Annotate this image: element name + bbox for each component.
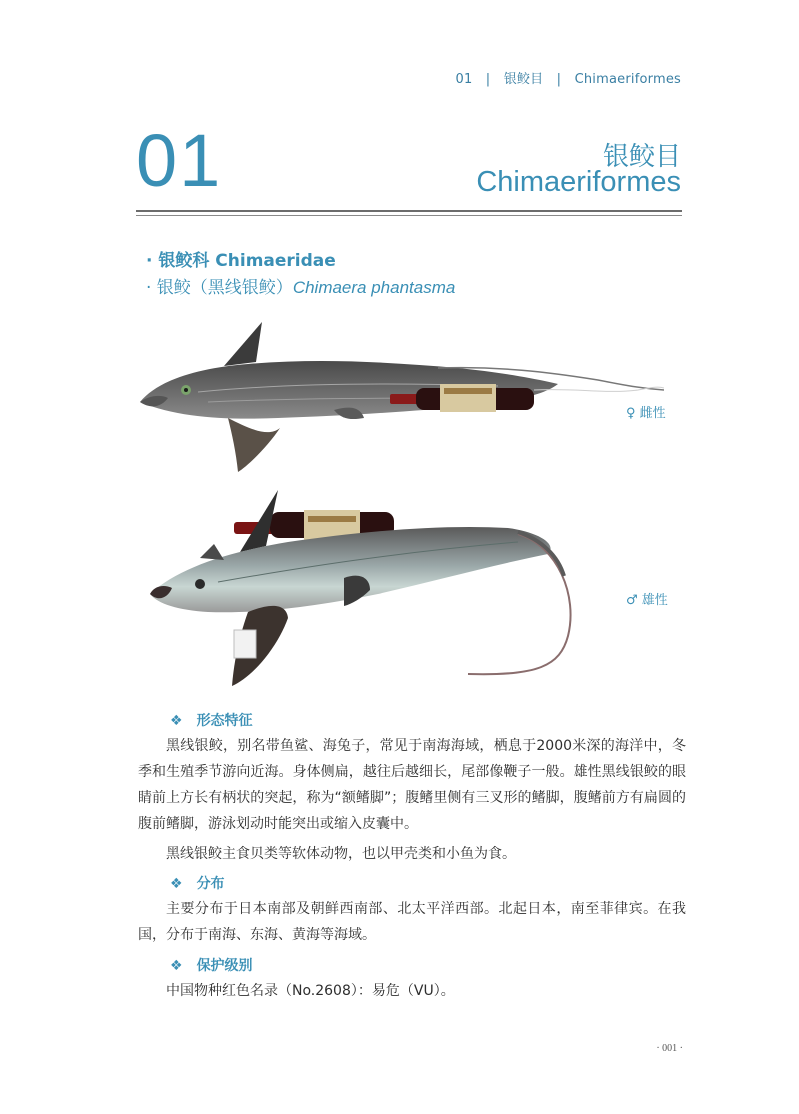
page-number: · 001 · (656, 1043, 683, 1054)
species-scientific-name: Chimaera phantasma (292, 278, 456, 297)
title-rule (136, 210, 682, 212)
female-label: ♀ 雌性 (626, 406, 666, 421)
female-chimaera-illustration (138, 306, 664, 482)
section-heading-label: 保护级别 (196, 958, 253, 974)
conservation-paragraph: 中国物种红色名录（No.2608）：易危（VU）。 (166, 983, 455, 999)
section-heading-distribution (170, 873, 225, 893)
morphology-paragraph: 黑线银鲛，别名带鱼鲨、海兔子，常见于南海海域，栖息于2000米深的海洋中，冬季和生殖季节游向近海。身体侧扁，越往后越细长，尾部像鞭子一般。雄性黑线银鲛的眼睛前上方长有柄状的突起，称为“额鳍脚”；腹鳍里侧有三叉形的鳍脚，腹鳍前方有扁圆的腹前鳍脚，游泳划动时能突出或缩入皮囊中。 (138, 738, 686, 832)
four-diamond-icon: ❖ (170, 958, 183, 974)
female-specimen-photo (138, 306, 664, 482)
running-header-separator: | (556, 72, 562, 87)
chapter-title-en: Chimaeriformes (476, 166, 681, 198)
chapter-number: 01 (136, 119, 223, 202)
species-heading (146, 273, 455, 298)
section-heading-morphology (170, 710, 253, 730)
male-specimen-photo (138, 486, 664, 692)
running-header (455, 68, 681, 87)
section-heading-label: 形态特征 (196, 713, 253, 729)
four-diamond-icon: ❖ (170, 876, 183, 892)
running-header-order-en: Chimaeriformes (574, 72, 681, 87)
title-rule-thin (136, 215, 682, 216)
diet-paragraph: 黑线银鲛主食贝类等软体动物，也以甲壳类和小鱼为食。 (166, 846, 516, 862)
male-chimaera-illustration (138, 486, 664, 692)
family-heading: · 银鲛科 Chimaeridae (146, 251, 336, 271)
species-common-name: · 银鲛（黑线银鲛） (146, 278, 293, 298)
male-label: ♂ 雄性 (626, 593, 668, 608)
section-heading-conservation (170, 955, 253, 975)
running-header-number: 01 (455, 72, 473, 87)
four-diamond-icon: ❖ (170, 713, 183, 729)
distribution-paragraph: 主要分布于日本南部及朝鲜西南部、北太平洋西部。北起日本，南至菲律宾。在我国，分布于南海、东海、黄海等海域。 (138, 901, 686, 943)
chapter-title-cn: 银鲛目 (602, 142, 681, 172)
running-header-separator: | (485, 72, 491, 87)
section-heading-label: 分布 (196, 876, 225, 892)
running-header-order-cn: 银鲛目 (503, 72, 544, 87)
